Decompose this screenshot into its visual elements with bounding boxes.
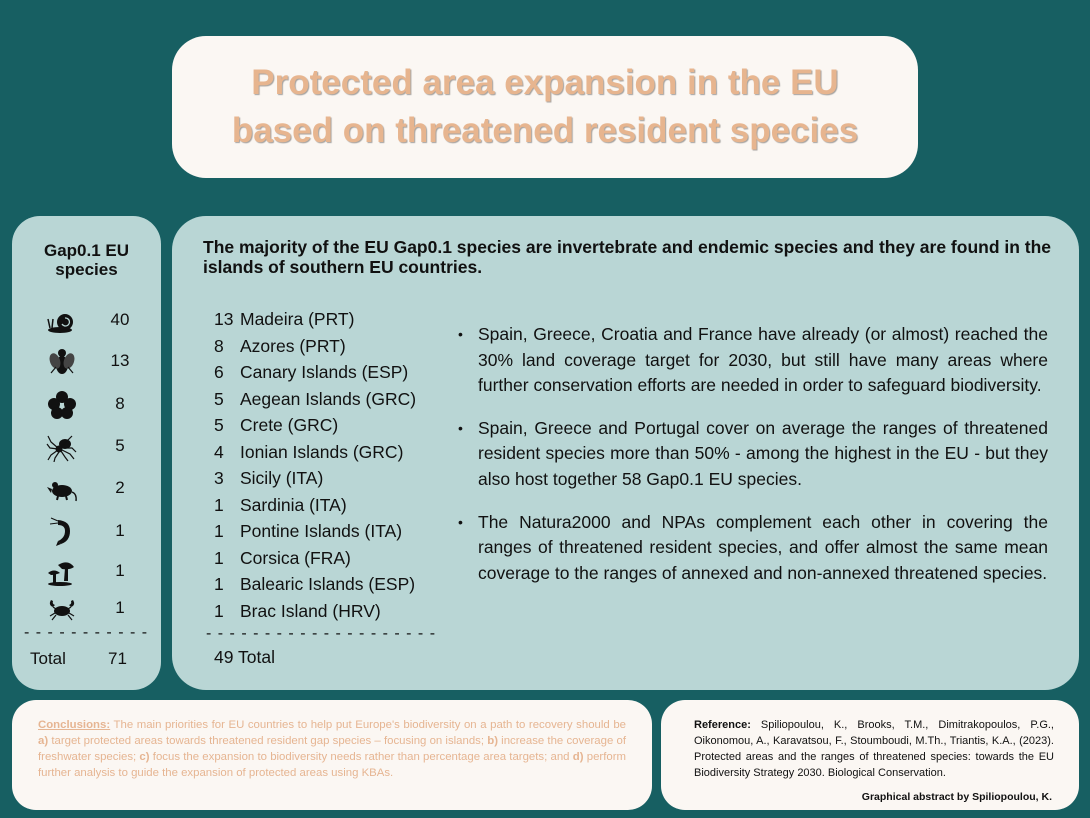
island-row bbox=[214, 495, 347, 516]
island-name: Sardinia (ITA) bbox=[240, 494, 347, 515]
finding-item: • The Natura2000 and NPAs complement each other in covering the ranges of threatened resident species, and offer almost the same mean coverage to the ranges of annexed and non-annexed threatened species. bbox=[458, 510, 1048, 587]
island-row bbox=[214, 601, 381, 622]
reference-text bbox=[694, 717, 1054, 781]
species-count: 40 bbox=[110, 310, 130, 329]
island-count: 3 bbox=[214, 468, 224, 488]
finding-item: • Spain, Greece and Portugal cover on average the ranges of threatened resident species more than 50% - among the highest in the EU - but they also host together 58 Gap0.1 EU species. bbox=[458, 416, 1048, 493]
species-row-spider bbox=[12, 432, 161, 464]
species-title-line-1: Gap0.1 EU bbox=[43, 241, 130, 260]
island-name: Brac Island (HRV) bbox=[240, 600, 381, 621]
snail-icon bbox=[46, 306, 78, 336]
conclusions-part: focus the expansion to biodiversity needs rather than percentage area targets; and bbox=[149, 751, 573, 763]
island-count: 4 bbox=[214, 441, 224, 462]
conclusions-card bbox=[12, 700, 652, 810]
islands-separator: - - - - - - - - - - - - - - - - - - - - bbox=[206, 625, 437, 642]
island-row bbox=[214, 442, 403, 463]
island-row bbox=[214, 415, 338, 436]
species-count: 1 bbox=[115, 521, 125, 540]
species-separator: - - - - - - - - - - - bbox=[24, 624, 149, 641]
conclusions-part: The main priorities for EU countries to help put Europe's biodiversity on a path to recovery should be bbox=[110, 719, 626, 731]
island-row bbox=[214, 309, 354, 330]
mushroom-icon bbox=[46, 557, 78, 587]
finding-item: • Spain, Greece, Croatia and France have already (or almost) reached the 30% land coverage target for 2030, but still have many areas where further conservation efforts are needed in order to safeguard biodiversity. bbox=[458, 322, 1048, 399]
reference-citation: Spiliopoulou, K., Brooks, T.M., Dimitrakopoulos, P.G., Oikonomou, A., Karavatsou, F., Stoumboudi, M.Th., Triantis, K.A., (2023). Protected areas and the ranges of threatened species: towards the EU Biodiversity Strategy 2030. Biological Conservation. bbox=[694, 719, 1054, 779]
island-name: Crete (GRC) bbox=[240, 415, 339, 435]
species-count: 8 bbox=[115, 394, 125, 413]
island-row bbox=[214, 468, 323, 489]
island-count: 1 bbox=[214, 600, 224, 621]
main-panel bbox=[172, 216, 1079, 690]
island-count: 6 bbox=[214, 362, 224, 382]
conclusions-part: perform further analysis to guide the expansion of protected areas using KBAs. bbox=[38, 751, 626, 779]
main-heading: The majority of the EU Gap0.1 species are invertebrate and endemic species and they are found in the islands of southern EU countries. bbox=[203, 237, 1052, 277]
species-row-snail bbox=[12, 306, 161, 338]
island-count: 1 bbox=[214, 574, 224, 594]
island-name: Aegean Islands (GRC) bbox=[240, 388, 417, 409]
island-name: Azores (PRT) bbox=[240, 335, 346, 356]
island-count: 1 bbox=[214, 521, 224, 541]
species-row-rodent bbox=[12, 474, 161, 506]
title-line-2: based on threatened resident species bbox=[231, 111, 859, 150]
island-count: 1 bbox=[214, 494, 224, 515]
species-row-mushroom bbox=[12, 557, 161, 589]
findings-list bbox=[458, 322, 1048, 603]
island-row bbox=[214, 521, 402, 542]
island-name: Sicily (ITA) bbox=[240, 468, 324, 488]
island-row bbox=[214, 389, 416, 410]
reference-credit: Graphical abstract by Spiliopoulou, K. bbox=[861, 791, 1052, 803]
island-row bbox=[214, 362, 408, 383]
island-count: 5 bbox=[214, 415, 224, 435]
flower-icon bbox=[46, 390, 78, 420]
island-name: Ionian Islands (GRC) bbox=[240, 441, 404, 462]
island-count: 8 bbox=[214, 335, 224, 356]
conclusions-text bbox=[38, 717, 626, 781]
crab-icon bbox=[46, 594, 78, 624]
species-row-shrimp bbox=[12, 517, 161, 549]
island-count: 13 bbox=[214, 309, 234, 329]
species-count: 1 bbox=[115, 561, 125, 580]
shrimp-icon bbox=[46, 517, 78, 547]
island-name: Madeira (PRT) bbox=[240, 309, 355, 329]
island-name: Pontine Islands (ITA) bbox=[240, 521, 403, 541]
islands-total: 49 Total bbox=[214, 647, 275, 667]
title-line-1: Protected area expansion in the EU bbox=[251, 63, 839, 102]
conclusions-part: target protected areas towards threatened resident gap species – focusing on islands; bbox=[48, 735, 488, 747]
conclusions-marker-c: c) bbox=[139, 751, 150, 763]
island-name: Balearic Islands (ESP) bbox=[240, 574, 416, 594]
rodent-icon bbox=[46, 474, 78, 504]
species-title-line-2: species bbox=[55, 260, 118, 279]
fly-icon bbox=[46, 347, 78, 377]
species-total-value: 71 bbox=[108, 649, 127, 668]
species-total-label: Total bbox=[30, 649, 66, 668]
island-name: Canary Islands (ESP) bbox=[240, 362, 409, 382]
reference-card bbox=[661, 700, 1079, 810]
spider-icon bbox=[46, 432, 78, 462]
reference-label: Reference: bbox=[694, 719, 751, 731]
conclusions-marker-b: b) bbox=[487, 735, 498, 747]
island-row bbox=[214, 336, 346, 357]
species-row-crab bbox=[12, 594, 161, 626]
species-row-flower bbox=[12, 390, 161, 422]
species-count: 1 bbox=[115, 598, 125, 617]
island-row bbox=[214, 548, 351, 569]
species-count: 2 bbox=[115, 478, 125, 497]
island-count: 5 bbox=[214, 388, 224, 409]
title-card bbox=[172, 36, 918, 178]
island-row bbox=[214, 574, 415, 595]
conclusions-part: increase the coverage of freshwater species; bbox=[38, 735, 626, 763]
conclusions-label: Conclusions: bbox=[38, 719, 111, 731]
species-panel-title bbox=[12, 241, 161, 279]
conclusions-marker-a: a) bbox=[38, 735, 49, 747]
island-count: 1 bbox=[214, 547, 224, 568]
conclusions-marker-d: d) bbox=[572, 751, 584, 763]
species-count: 5 bbox=[115, 436, 125, 455]
island-name: Corsica (FRA) bbox=[240, 547, 351, 568]
species-row-fly bbox=[12, 347, 161, 379]
species-count: 13 bbox=[110, 351, 130, 370]
